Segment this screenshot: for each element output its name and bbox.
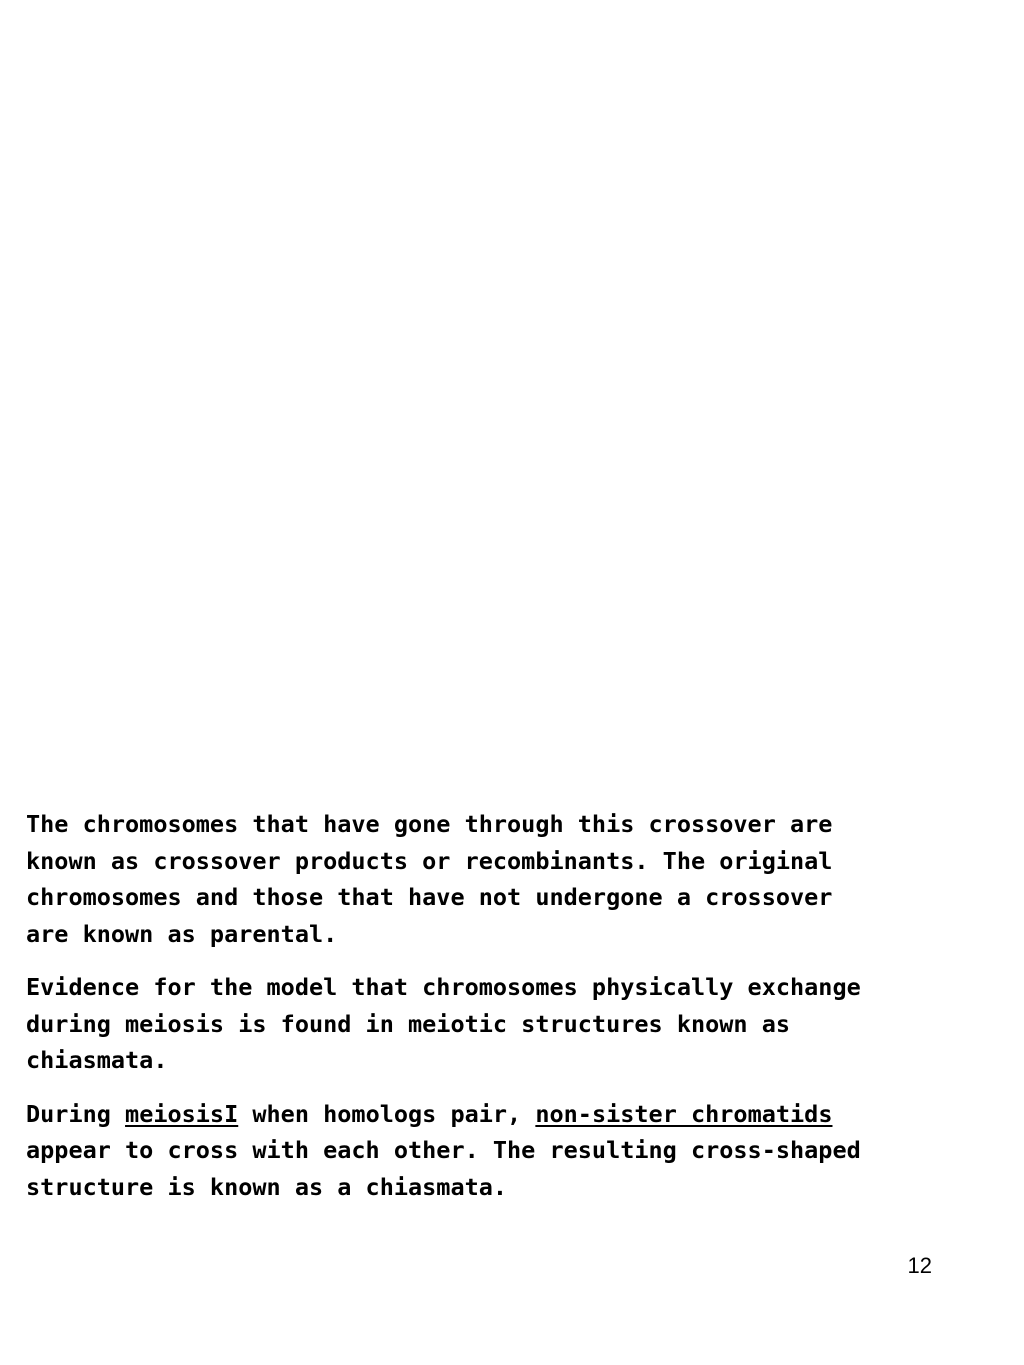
- slide-body: [26, 806, 966, 1222]
- text-line: chromosomes and those that have not undergone a crossover: [26, 883, 833, 911]
- text-line: [26, 1096, 966, 1133]
- paragraph-evidence: [26, 969, 966, 1079]
- text-line: structure is known as a chiasmata.: [26, 1172, 508, 1201]
- link-non-sister-chromatids[interactable]: non-sister chromatids: [535, 1099, 833, 1128]
- link-meiosis-i[interactable]: meiosisI: [125, 1099, 239, 1128]
- page-number: 12: [907, 1253, 932, 1278]
- text-line: are known as parental.: [26, 919, 338, 948]
- text-line: chiasmata.: [26, 1046, 168, 1074]
- text-line: The chromosomes that have gone through this crossover are: [26, 810, 833, 838]
- paragraph-crossover-products: [26, 806, 966, 952]
- text-line: appear to cross with each other. The resulting cross-shaped: [26, 1136, 861, 1164]
- paragraph-chiasmata: [26, 1096, 966, 1206]
- text-line: known as crossover products or recombinants. The original: [26, 846, 833, 875]
- text-segment: when homologs pair,: [238, 1099, 536, 1128]
- text-line: during meiosis is found in meiotic structures known as: [26, 1009, 791, 1038]
- text-segment: During: [26, 1099, 126, 1128]
- text-line: Evidence for the model that chromosomes physically exchange: [26, 973, 861, 1001]
